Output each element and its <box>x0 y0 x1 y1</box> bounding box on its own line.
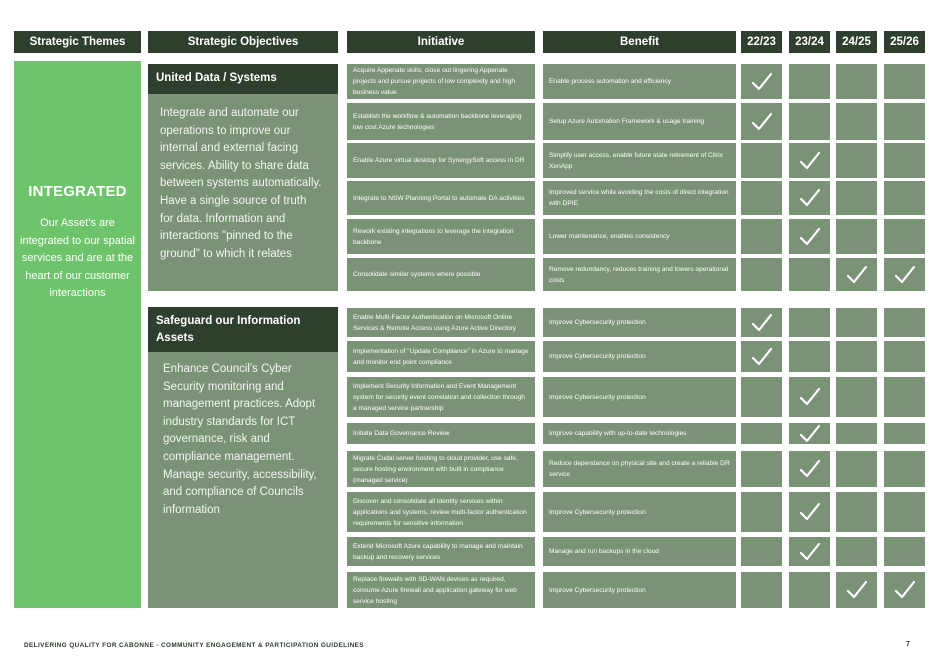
header-initiative: Initiative <box>347 31 535 53</box>
objective-title: United Data / Systems <box>148 64 338 94</box>
initiative-cell: Rework existing integrations to leverage the integration backbone <box>347 219 535 254</box>
year-cell-1 <box>741 451 782 487</box>
initiative-cell: Establish the workflow & automation backbone leveraging low cost Azure technologies <box>347 103 535 140</box>
year-cell-1 <box>741 423 782 444</box>
year-cell-4 <box>884 537 925 566</box>
year-cell-3 <box>836 219 877 254</box>
initiative-cell: Extend Microsoft Azure capability to manage and maintain backup and recovery services <box>347 537 535 566</box>
year-cell-2 <box>789 341 830 372</box>
year-cell-4 <box>884 64 925 99</box>
header-strategic-objectives: Strategic Objectives <box>148 31 338 53</box>
year-cell-4 <box>884 423 925 444</box>
initiative-cell: Implementation of "Update Compliance" in Azure to manage and monitor end point compliance <box>347 341 535 372</box>
checkmark-icon <box>799 188 821 208</box>
benefit-cell: Improve Cybersecurity protection <box>543 377 736 417</box>
year-cell-2 <box>789 258 830 291</box>
initiative-cell: Enable Multi-Factor Authentication on Microsoft Online Services & Remote Access using Azure Active Directory <box>347 308 535 337</box>
benefit-cell: Improve capability with up-to-date technologies <box>543 423 736 444</box>
header-year-4: 25/26 <box>884 31 925 53</box>
checkmark-icon <box>751 112 773 132</box>
checkmark-icon <box>799 502 821 522</box>
objective-title: Safeguard our Information Assets <box>148 307 338 352</box>
year-cell-3 <box>836 143 877 178</box>
year-cell-2 <box>789 308 830 337</box>
checkmark-icon <box>799 459 821 479</box>
year-cell-1 <box>741 537 782 566</box>
benefit-cell: Manage and run backups in the cloud <box>543 537 736 566</box>
year-cell-1 <box>741 258 782 291</box>
year-cell-1 <box>741 64 782 99</box>
header-year-2: 23/24 <box>789 31 830 53</box>
checkmark-icon <box>799 542 821 562</box>
benefit-cell: Reduce dependance on physical site and create a reliable DR service <box>543 451 736 487</box>
initiative-cell: Enable Azure virtual desktop for SynergySoft access in DR <box>347 143 535 178</box>
year-cell-2 <box>789 377 830 417</box>
year-cell-3 <box>836 423 877 444</box>
year-cell-2 <box>789 64 830 99</box>
year-cell-4 <box>884 258 925 291</box>
year-cell-2 <box>789 451 830 487</box>
checkmark-icon <box>799 151 821 171</box>
benefit-cell: Lower maintenance, enables consistency <box>543 219 736 254</box>
checkmark-icon <box>846 580 868 600</box>
objective-description: Enhance Council's Cyber Security monitoring and management practices. Adopt industry standards for ICT governance, risk and compliance management. Manage security, accessibility, and compliance of Councils information <box>163 363 317 516</box>
theme-description: Our Asset's are integrated to our spatial services and are at the heart of our customer interactions <box>20 217 135 299</box>
benefit-cell: Setup Azure Automation Framework & usage training <box>543 103 736 140</box>
objective-united-data <box>148 64 338 291</box>
year-cell-4 <box>884 572 925 608</box>
year-cell-3 <box>836 377 877 417</box>
theme-title: INTEGRATED <box>28 183 127 200</box>
year-cell-2 <box>789 103 830 140</box>
year-cell-3 <box>836 103 877 140</box>
initiative-cell: Acquire Appenate skills; close out lingering Appenate projects and pursue projects of low complexity and high business value. <box>347 64 535 99</box>
year-cell-2 <box>789 537 830 566</box>
page-number: 7 <box>906 641 910 648</box>
year-cell-4 <box>884 341 925 372</box>
initiative-cell: Discover and consolidate all identity services within applications and systems, review multi-factor authentication requirements for sensitive information <box>347 492 535 532</box>
year-cell-4 <box>884 492 925 532</box>
year-cell-4 <box>884 143 925 178</box>
year-cell-4 <box>884 103 925 140</box>
objective-safeguard <box>148 307 338 608</box>
initiative-cell: Initiate Data Governance Review <box>347 423 535 444</box>
checkmark-icon <box>894 580 916 600</box>
initiative-cell: Replace firewalls with SD-WAN devices as required, consume Azure firewall and application gateway for web service hosting <box>347 572 535 608</box>
checkmark-icon <box>751 72 773 92</box>
year-cell-1 <box>741 219 782 254</box>
checkmark-icon <box>799 227 821 247</box>
year-cell-2 <box>789 492 830 532</box>
year-cell-4 <box>884 377 925 417</box>
year-cell-3 <box>836 341 877 372</box>
year-cell-1 <box>741 103 782 140</box>
year-cell-2 <box>789 572 830 608</box>
benefit-cell: Improve Cybersecurity protection <box>543 308 736 337</box>
footer-text: DELIVERING QUALITY FOR CABONNE - COMMUNITY ENGAGEMENT & PARTICIPATION GUIDELINES <box>24 642 364 649</box>
year-cell-2 <box>789 143 830 178</box>
header-benefit: Benefit <box>543 31 736 53</box>
year-cell-3 <box>836 308 877 337</box>
header-year-3: 24/25 <box>836 31 877 53</box>
benefit-cell: Simplify user access, enable future state retirement of Citrix XenApp <box>543 143 736 178</box>
year-cell-3 <box>836 181 877 215</box>
benefit-cell: Improve Cybersecurity protection <box>543 341 736 372</box>
checkmark-icon <box>751 313 773 333</box>
year-cell-3 <box>836 64 877 99</box>
checkmark-icon <box>846 265 868 285</box>
year-cell-3 <box>836 572 877 608</box>
checkmark-icon <box>894 265 916 285</box>
year-cell-2 <box>789 423 830 444</box>
year-cell-4 <box>884 181 925 215</box>
year-cell-1 <box>741 143 782 178</box>
benefit-cell: Improve Cybersecurity protection <box>543 572 736 608</box>
initiative-cell: Consolidate similar systems where possible <box>347 258 535 291</box>
initiative-cell: Implement Security Information and Event Management system for security event correlation and collection through a managed service partnership <box>347 377 535 417</box>
header-year-1: 22/23 <box>741 31 782 53</box>
year-cell-4 <box>884 308 925 337</box>
year-cell-1 <box>741 377 782 417</box>
initiative-cell: Migrate Cudal server hosting to cloud provider, use safe, secure hosting environment with built in compliance (managed service) <box>347 451 535 487</box>
benefit-cell: Remove redundancy, reduces training and lowers operational costs <box>543 258 736 291</box>
year-cell-1 <box>741 341 782 372</box>
year-cell-4 <box>884 451 925 487</box>
year-cell-1 <box>741 492 782 532</box>
year-cell-3 <box>836 537 877 566</box>
initiative-cell: Integrate to NSW Planning Portal to automate DA activities <box>347 181 535 215</box>
theme-panel <box>14 61 141 608</box>
year-cell-3 <box>836 451 877 487</box>
checkmark-icon <box>799 387 821 407</box>
checkmark-icon <box>751 347 773 367</box>
checkmark-icon <box>799 424 821 444</box>
header-strategic-themes: Strategic Themes <box>14 31 141 53</box>
year-cell-4 <box>884 219 925 254</box>
benefit-cell: Enable process automation and efficiency <box>543 64 736 99</box>
year-cell-1 <box>741 181 782 215</box>
benefit-cell: Improve Cybersecurity protection <box>543 492 736 532</box>
year-cell-3 <box>836 258 877 291</box>
year-cell-3 <box>836 492 877 532</box>
year-cell-1 <box>741 308 782 337</box>
benefit-cell: Improved service while avoiding the costs of direct integration with DPIE <box>543 181 736 215</box>
year-cell-2 <box>789 181 830 215</box>
year-cell-2 <box>789 219 830 254</box>
objective-description: Integrate and automate our operations to improve our internal and external facing services. Ability to share data between systems automatically. Have a single source of truth for data. Information and interactions "pinned to the ground" to which it relates <box>160 107 322 260</box>
year-cell-1 <box>741 572 782 608</box>
